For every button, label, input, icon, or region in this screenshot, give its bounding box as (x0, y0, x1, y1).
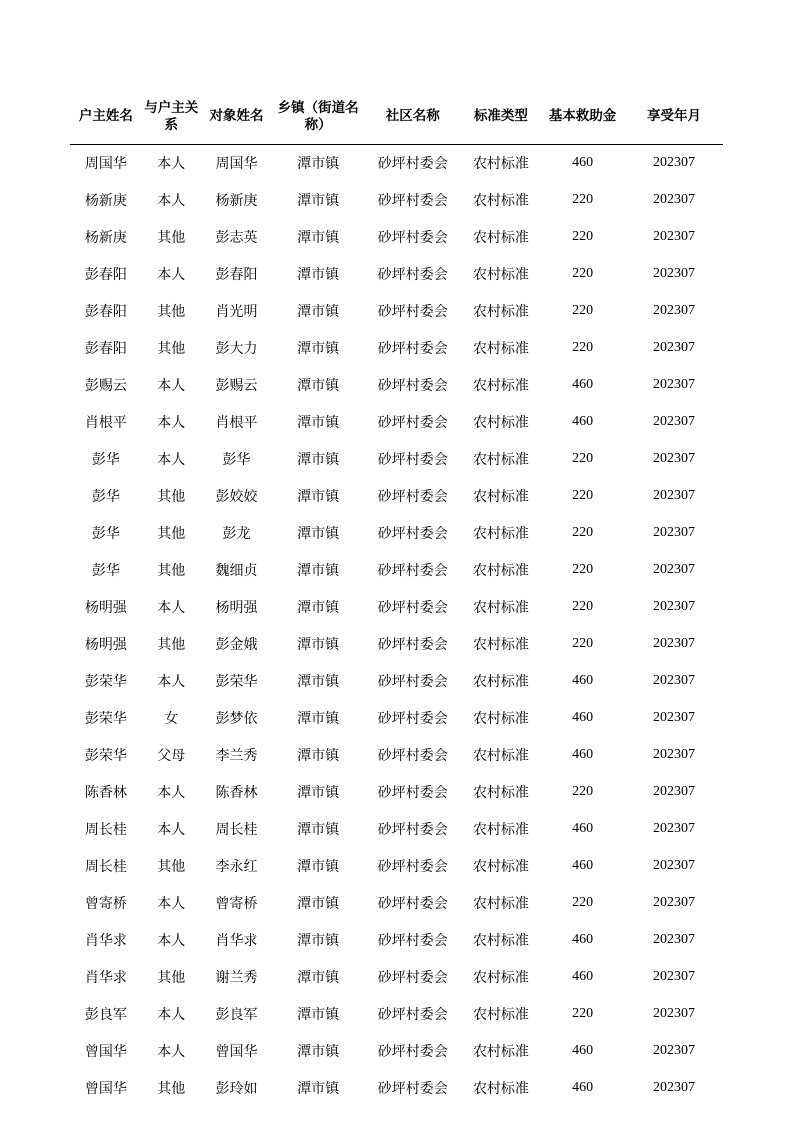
cell-standard-type: 农村标准 (472, 601, 529, 617)
cell-basic-assistance: 220 (572, 192, 594, 208)
table-row (70, 1070, 723, 1107)
cell-township: 潭市镇 (297, 1008, 340, 1024)
cell-recipient-name: 周国华 (215, 157, 258, 173)
table-row (70, 922, 723, 959)
table-row (70, 700, 723, 737)
cell-relationship: 本人 (157, 934, 186, 950)
cell-relationship: 其他 (157, 564, 186, 580)
cell-standard-type: 农村标准 (472, 416, 529, 432)
table-row (70, 737, 723, 774)
cell-township: 潭市镇 (297, 416, 340, 432)
cell-benefit-month: 202307 (653, 784, 695, 800)
cell-relationship: 父母 (157, 749, 186, 765)
table-row (70, 330, 723, 367)
cell-relationship: 其他 (157, 342, 186, 358)
cell-benefit-month: 202307 (653, 229, 695, 245)
cell-recipient-name: 李永红 (215, 860, 258, 876)
cell-standard-type: 农村标准 (472, 157, 529, 173)
cell-recipient-name: 彭荣华 (215, 675, 258, 691)
cell-householder-name: 周长桂 (84, 860, 127, 876)
cell-community: 砂坪村委会 (377, 379, 448, 395)
cell-recipient-name: 杨明强 (215, 601, 258, 617)
cell-community: 砂坪村委会 (377, 675, 448, 691)
cell-township: 潭市镇 (297, 1045, 340, 1061)
cell-recipient-name: 彭良军 (215, 1008, 258, 1024)
cell-basic-assistance: 460 (572, 821, 594, 837)
cell-township: 潭市镇 (297, 527, 340, 543)
cell-community: 砂坪村委会 (377, 971, 448, 987)
cell-householder-name: 彭春阳 (84, 305, 127, 321)
cell-community: 砂坪村委会 (377, 453, 448, 469)
cell-relationship: 本人 (157, 1045, 186, 1061)
cell-householder-name: 彭华 (91, 527, 120, 543)
cell-basic-assistance: 220 (572, 303, 594, 319)
cell-benefit-month: 202307 (653, 710, 695, 726)
column-header-community: 社区名称 (364, 96, 462, 144)
cell-township: 潭市镇 (297, 860, 340, 876)
cell-basic-assistance: 220 (572, 525, 594, 541)
cell-recipient-name: 彭龙 (222, 527, 251, 543)
table-row (70, 144, 723, 182)
cell-township: 潭市镇 (297, 564, 340, 580)
cell-basic-assistance: 220 (572, 229, 594, 245)
cell-community: 砂坪村委会 (377, 1082, 448, 1098)
table-row (70, 219, 723, 256)
cell-township: 潭市镇 (297, 268, 340, 284)
cell-township: 潭市镇 (297, 453, 340, 469)
cell-benefit-month: 202307 (653, 525, 695, 541)
cell-recipient-name: 杨新庚 (215, 194, 258, 210)
table-row (70, 182, 723, 219)
cell-basic-assistance: 220 (572, 599, 594, 615)
table-row (70, 774, 723, 811)
cell-township: 潭市镇 (297, 934, 340, 950)
assistance-recipients-table (70, 96, 723, 1107)
cell-recipient-name: 肖根平 (215, 416, 258, 432)
cell-township: 潭市镇 (297, 638, 340, 654)
cell-householder-name: 肖根平 (84, 416, 127, 432)
cell-community: 砂坪村委会 (377, 490, 448, 506)
cell-benefit-month: 202307 (653, 821, 695, 837)
cell-householder-name: 彭华 (91, 453, 120, 469)
cell-recipient-name: 曾国华 (215, 1045, 258, 1061)
cell-benefit-month: 202307 (653, 155, 695, 171)
cell-recipient-name: 彭春阳 (215, 268, 258, 284)
cell-householder-name: 杨新庚 (84, 231, 127, 247)
cell-recipient-name: 李兰秀 (215, 749, 258, 765)
cell-township: 潭市镇 (297, 823, 340, 839)
table-row (70, 515, 723, 552)
cell-township: 潭市镇 (297, 194, 340, 210)
cell-householder-name: 彭华 (91, 490, 120, 506)
cell-relationship: 其他 (157, 971, 186, 987)
cell-benefit-month: 202307 (653, 1043, 695, 1059)
table-row (70, 441, 723, 478)
cell-standard-type: 农村标准 (472, 1008, 529, 1024)
cell-basic-assistance: 460 (572, 858, 594, 874)
cell-recipient-name: 彭大力 (215, 342, 258, 358)
cell-basic-assistance: 220 (572, 895, 594, 911)
cell-householder-name: 彭春阳 (84, 268, 127, 284)
cell-benefit-month: 202307 (653, 673, 695, 689)
cell-relationship: 本人 (157, 897, 186, 913)
cell-recipient-name: 彭志英 (215, 231, 258, 247)
cell-standard-type: 农村标准 (472, 897, 529, 913)
cell-recipient-name: 肖光明 (215, 305, 258, 321)
cell-community: 砂坪村委会 (377, 564, 448, 580)
cell-township: 潭市镇 (297, 601, 340, 617)
table-row (70, 811, 723, 848)
table-row (70, 552, 723, 589)
cell-benefit-month: 202307 (653, 932, 695, 948)
cell-township: 潭市镇 (297, 379, 340, 395)
cell-township: 潭市镇 (297, 971, 340, 987)
cell-basic-assistance: 460 (572, 673, 594, 689)
table-row (70, 478, 723, 515)
cell-basic-assistance: 220 (572, 636, 594, 652)
cell-community: 砂坪村委会 (377, 194, 448, 210)
cell-benefit-month: 202307 (653, 377, 695, 393)
table-row (70, 663, 723, 700)
cell-township: 潭市镇 (297, 1082, 340, 1098)
cell-benefit-month: 202307 (653, 747, 695, 763)
cell-relationship: 其他 (157, 638, 186, 654)
cell-benefit-month: 202307 (653, 192, 695, 208)
table-header (70, 96, 723, 144)
cell-benefit-month: 202307 (653, 1080, 695, 1096)
column-header-basic-assistance: 基本救助金 (540, 96, 625, 144)
cell-householder-name: 陈香林 (84, 786, 127, 802)
cell-community: 砂坪村委会 (377, 1008, 448, 1024)
cell-basic-assistance: 460 (572, 747, 594, 763)
cell-recipient-name: 彭梦依 (215, 712, 258, 728)
cell-householder-name: 曾国华 (84, 1082, 127, 1098)
cell-relationship: 其他 (157, 527, 186, 543)
cell-relationship: 本人 (157, 675, 186, 691)
cell-relationship: 其他 (157, 231, 186, 247)
cell-township: 潭市镇 (297, 231, 340, 247)
cell-relationship: 本人 (157, 416, 186, 432)
table-row (70, 589, 723, 626)
cell-standard-type: 农村标准 (472, 268, 529, 284)
cell-recipient-name: 周长桂 (215, 823, 258, 839)
cell-recipient-name: 彭金娥 (215, 638, 258, 654)
cell-standard-type: 农村标准 (472, 675, 529, 691)
cell-community: 砂坪村委会 (377, 527, 448, 543)
cell-householder-name: 曾寄桥 (84, 897, 127, 913)
cell-basic-assistance: 460 (572, 1080, 594, 1096)
table-row (70, 885, 723, 922)
cell-recipient-name: 彭姣姣 (215, 490, 258, 506)
cell-relationship: 本人 (157, 786, 186, 802)
cell-standard-type: 农村标准 (472, 971, 529, 987)
table-row (70, 404, 723, 441)
cell-basic-assistance: 220 (572, 488, 594, 504)
column-header-relationship: 与户主关系 (142, 96, 201, 144)
cell-benefit-month: 202307 (653, 599, 695, 615)
cell-basic-assistance: 460 (572, 710, 594, 726)
cell-township: 潭市镇 (297, 712, 340, 728)
cell-standard-type: 农村标准 (472, 749, 529, 765)
cell-householder-name: 彭荣华 (84, 675, 127, 691)
cell-township: 潭市镇 (297, 786, 340, 802)
cell-recipient-name: 曾寄桥 (215, 897, 258, 913)
cell-benefit-month: 202307 (653, 488, 695, 504)
cell-basic-assistance: 220 (572, 266, 594, 282)
cell-standard-type: 农村标准 (472, 453, 529, 469)
cell-relationship: 本人 (157, 379, 186, 395)
cell-relationship: 本人 (157, 194, 186, 210)
table-row (70, 996, 723, 1033)
cell-basic-assistance: 220 (572, 451, 594, 467)
cell-township: 潭市镇 (297, 490, 340, 506)
cell-relationship: 其他 (157, 305, 186, 321)
cell-community: 砂坪村委会 (377, 342, 448, 358)
cell-benefit-month: 202307 (653, 340, 695, 356)
table-row (70, 848, 723, 885)
cell-householder-name: 肖华求 (84, 934, 127, 950)
cell-recipient-name: 彭赐云 (215, 379, 258, 395)
cell-community: 砂坪村委会 (377, 1045, 448, 1061)
cell-benefit-month: 202307 (653, 303, 695, 319)
cell-township: 潭市镇 (297, 897, 340, 913)
table-row (70, 256, 723, 293)
cell-relationship: 其他 (157, 1082, 186, 1098)
cell-basic-assistance: 460 (572, 414, 594, 430)
cell-basic-assistance: 460 (572, 155, 594, 171)
cell-recipient-name: 陈香林 (215, 786, 258, 802)
cell-householder-name: 周长桂 (84, 823, 127, 839)
cell-community: 砂坪村委会 (377, 860, 448, 876)
cell-community: 砂坪村委会 (377, 897, 448, 913)
cell-community: 砂坪村委会 (377, 157, 448, 173)
cell-township: 潭市镇 (297, 675, 340, 691)
table-header-row (70, 96, 723, 144)
cell-householder-name: 彭华 (91, 564, 120, 580)
column-header-benefit-month: 享受年月 (625, 96, 723, 144)
table-row (70, 959, 723, 996)
cell-basic-assistance: 460 (572, 377, 594, 393)
cell-relationship: 本人 (157, 823, 186, 839)
column-header-standard-type: 标准类型 (462, 96, 540, 144)
cell-standard-type: 农村标准 (472, 342, 529, 358)
cell-standard-type: 农村标准 (472, 305, 529, 321)
cell-benefit-month: 202307 (653, 969, 695, 985)
cell-householder-name: 彭荣华 (84, 749, 127, 765)
cell-householder-name: 彭荣华 (84, 712, 127, 728)
table-body (70, 144, 723, 1107)
cell-relationship: 本人 (157, 601, 186, 617)
cell-community: 砂坪村委会 (377, 823, 448, 839)
cell-relationship: 其他 (157, 860, 186, 876)
cell-community: 砂坪村委会 (377, 268, 448, 284)
cell-standard-type: 农村标准 (472, 379, 529, 395)
cell-recipient-name: 魏细贞 (215, 564, 258, 580)
cell-township: 潭市镇 (297, 749, 340, 765)
cell-relationship: 本人 (157, 1008, 186, 1024)
cell-benefit-month: 202307 (653, 858, 695, 874)
cell-benefit-month: 202307 (653, 636, 695, 652)
cell-benefit-month: 202307 (653, 895, 695, 911)
cell-householder-name: 肖华求 (84, 971, 127, 987)
cell-recipient-name: 彭华 (222, 453, 251, 469)
cell-standard-type: 农村标准 (472, 490, 529, 506)
cell-benefit-month: 202307 (653, 414, 695, 430)
column-header-township: 乡镇（街道名称） (272, 96, 363, 144)
cell-benefit-month: 202307 (653, 451, 695, 467)
cell-community: 砂坪村委会 (377, 416, 448, 432)
cell-community: 砂坪村委会 (377, 601, 448, 617)
cell-township: 潭市镇 (297, 342, 340, 358)
cell-basic-assistance: 460 (572, 1043, 594, 1059)
cell-householder-name: 曾国华 (84, 1045, 127, 1061)
cell-relationship: 本人 (157, 453, 186, 469)
cell-benefit-month: 202307 (653, 562, 695, 578)
cell-benefit-month: 202307 (653, 1006, 695, 1022)
cell-community: 砂坪村委会 (377, 638, 448, 654)
column-header-householder-name: 户主姓名 (70, 96, 142, 144)
cell-standard-type: 农村标准 (472, 786, 529, 802)
cell-community: 砂坪村委会 (377, 712, 448, 728)
cell-basic-assistance: 460 (572, 969, 594, 985)
table-row (70, 293, 723, 330)
table-row (70, 1033, 723, 1070)
cell-community: 砂坪村委会 (377, 749, 448, 765)
cell-basic-assistance: 220 (572, 562, 594, 578)
cell-standard-type: 农村标准 (472, 194, 529, 210)
cell-householder-name: 彭良军 (84, 1008, 127, 1024)
cell-basic-assistance: 220 (572, 784, 594, 800)
table-row (70, 367, 723, 404)
cell-community: 砂坪村委会 (377, 786, 448, 802)
cell-standard-type: 农村标准 (472, 1082, 529, 1098)
cell-householder-name: 彭春阳 (84, 342, 127, 358)
column-header-recipient-name: 对象姓名 (201, 96, 273, 144)
cell-standard-type: 农村标准 (472, 527, 529, 543)
cell-township: 潭市镇 (297, 157, 340, 173)
cell-relationship: 其他 (157, 490, 186, 506)
cell-householder-name: 杨明强 (84, 601, 127, 617)
table-row (70, 626, 723, 663)
cell-standard-type: 农村标准 (472, 1045, 529, 1061)
cell-householder-name: 彭赐云 (84, 379, 127, 395)
cell-recipient-name: 谢兰秀 (215, 971, 258, 987)
cell-standard-type: 农村标准 (472, 231, 529, 247)
cell-relationship: 本人 (157, 157, 186, 173)
cell-standard-type: 农村标准 (472, 934, 529, 950)
cell-community: 砂坪村委会 (377, 934, 448, 950)
cell-relationship: 女 (164, 712, 179, 728)
cell-recipient-name: 彭玲如 (215, 1082, 258, 1098)
cell-relationship: 本人 (157, 268, 186, 284)
cell-basic-assistance: 220 (572, 340, 594, 356)
cell-township: 潭市镇 (297, 305, 340, 321)
cell-basic-assistance: 460 (572, 932, 594, 948)
cell-community: 砂坪村委会 (377, 305, 448, 321)
cell-community: 砂坪村委会 (377, 231, 448, 247)
cell-benefit-month: 202307 (653, 266, 695, 282)
cell-standard-type: 农村标准 (472, 823, 529, 839)
cell-standard-type: 农村标准 (472, 638, 529, 654)
cell-householder-name: 周国华 (84, 157, 127, 173)
cell-householder-name: 杨明强 (84, 638, 127, 654)
cell-standard-type: 农村标准 (472, 860, 529, 876)
cell-standard-type: 农村标准 (472, 712, 529, 728)
cell-standard-type: 农村标准 (472, 564, 529, 580)
cell-householder-name: 杨新庚 (84, 194, 127, 210)
cell-basic-assistance: 220 (572, 1006, 594, 1022)
cell-recipient-name: 肖华求 (215, 934, 258, 950)
